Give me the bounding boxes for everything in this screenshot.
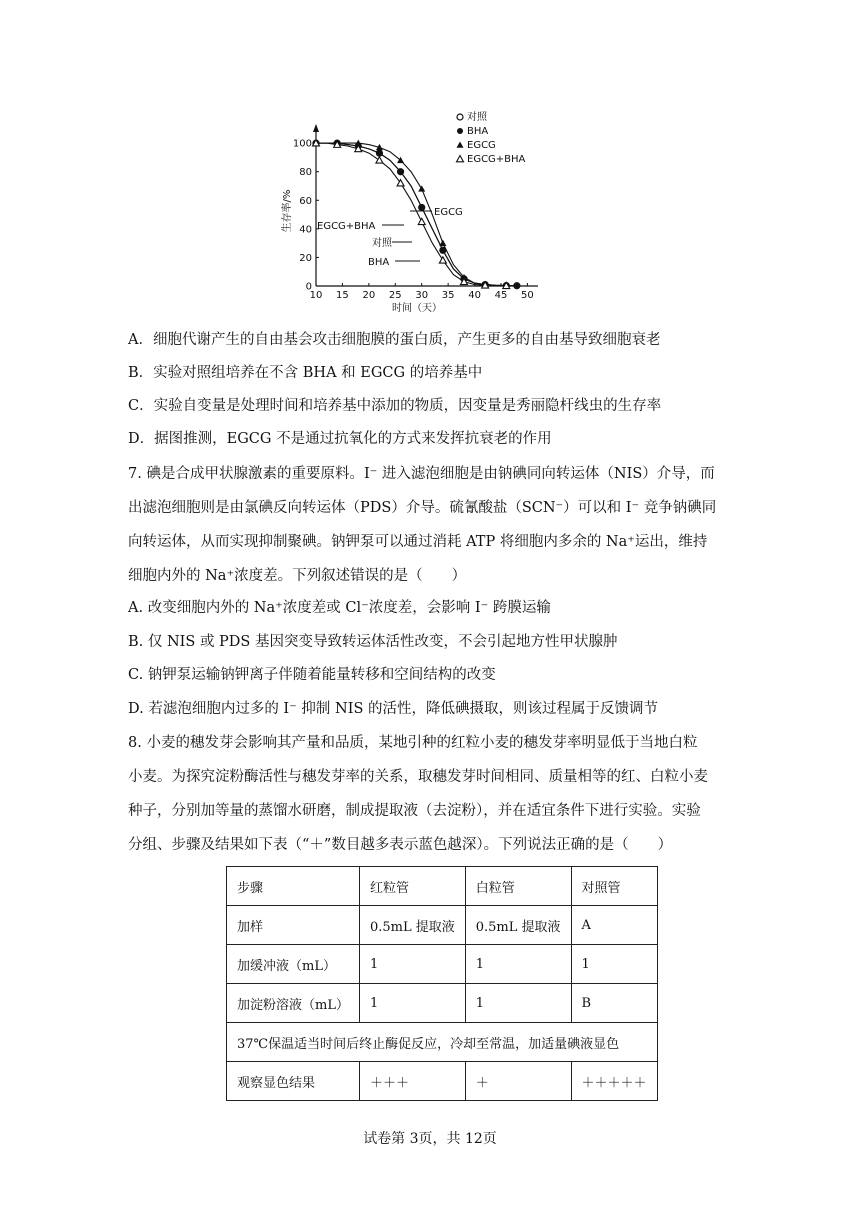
data-point <box>376 157 383 163</box>
data-point <box>418 218 425 224</box>
table-header-cell: 红粒管 <box>359 867 465 906</box>
x-axis-label: 时间（天） <box>392 303 442 314</box>
legend-label: EGCG+BHA <box>467 154 526 165</box>
legend-label: EGCG <box>467 140 496 151</box>
data-point <box>418 185 425 191</box>
table-row <box>227 1062 658 1101</box>
table-cell: 0.5mL 提取液 <box>359 906 465 945</box>
data-point <box>376 150 382 156</box>
q7-option-d: D. 若滤泡细胞内过多的 I⁻ 抑制 NIS 的活性，降低碘摄取，则该过程属于反馈调节 <box>128 701 658 717</box>
x-tick-label: 30 <box>415 290 429 301</box>
q8-stem-line: 8. 小麦的穗发芽会影响其产量和品质，某地引种的红粒小麦的穗发芽率明显低于当地白粒 <box>128 735 698 751</box>
q6-option-d: D．据图推测，EGCG 不是通过抗氧化的方式来发挥抗衰老的作用 <box>128 431 552 447</box>
table-cell: 1 <box>359 984 465 1023</box>
legend-label: 对照 <box>467 112 487 123</box>
y-tick-label: 60 <box>299 195 312 207</box>
data-point <box>457 128 463 134</box>
q7-stem-line: 向转运体，从而实现抑制聚碘。钠钾泵可以通过消耗 ATP 将细胞内多余的 Na⁺运出，维持 <box>128 534 708 550</box>
x-tick-label: 40 <box>468 290 481 301</box>
legend-label: BHA <box>467 126 489 137</box>
table-row <box>227 984 658 1023</box>
data-point <box>440 247 446 253</box>
y-tick-label: 20 <box>299 252 312 264</box>
data-point <box>514 283 520 289</box>
table-cell: 加缓冲液（mL） <box>227 945 360 984</box>
table-cell: ＋＋＋＋＋ <box>571 1062 657 1101</box>
data-point <box>457 156 464 162</box>
table-row <box>227 945 658 984</box>
q7-option-a: A. 改变细胞内外的 Na⁺浓度差或 Cl⁻浓度差，会影响 I⁻ 跨膜运输 <box>128 600 551 616</box>
q6-option-a: A．细胞代谢产生的自由基会攻击细胞膜的蛋白质，产生更多的自由基导致细胞衰老 <box>128 332 661 348</box>
table-header-cell: 步骤 <box>227 867 360 906</box>
x-tick-label: 15 <box>336 290 349 301</box>
x-tick-label: 45 <box>494 290 508 301</box>
table-cell: A <box>571 906 657 945</box>
data-point <box>457 142 464 148</box>
table-header-cell: 白粒管 <box>465 867 571 906</box>
data-point <box>398 169 404 175</box>
table-cell: 1 <box>571 945 657 984</box>
x-tick-label: 20 <box>362 290 376 301</box>
table-cell: ＋＋＋ <box>359 1062 465 1101</box>
table-cell: 加淀粉溶液（mL） <box>227 984 360 1023</box>
x-tick-label: 25 <box>388 290 402 301</box>
q8-stem-line: 种子，分别加等量的蒸馏水研磨，制成提取液（去淀粉），并在适宜条件下进行实验。实验 <box>128 803 701 819</box>
y-tick-label: 100 <box>292 138 312 150</box>
table-cell: 1 <box>465 945 571 984</box>
annotation-label: BHA <box>368 257 390 268</box>
x-tick-label: 10 <box>309 290 323 301</box>
y-tick-label: 0 <box>305 281 312 293</box>
survival-chart-svg <box>280 108 550 320</box>
table-cell: 1 <box>359 945 465 984</box>
data-point <box>439 257 446 263</box>
table-cell: 观察显色结果 <box>227 1062 360 1101</box>
q7-option-c: C. 钠钾泵运输钠钾离子伴随着能量转移和空间结构的改变 <box>128 667 496 683</box>
table-cell: ＋ <box>465 1062 571 1101</box>
q6-option-b: B．实验对照组培养在不含 BHA 和 EGCG 的培养基中 <box>128 365 483 381</box>
annotation-label: EGCG <box>434 207 463 218</box>
table-row <box>227 1023 658 1062</box>
x-tick-label: 35 <box>441 290 455 301</box>
y-tick-label: 80 <box>299 167 312 179</box>
data-point <box>419 204 425 210</box>
q7-option-b: B. 仅 NIS 或 PDS 基因突变导致转运体活性改变，不会引起地方性甲状腺肿 <box>128 634 618 650</box>
q7-stem-line: 出滤泡细胞则是由氯碘反向转运体（PDS）介导。硫氰酸盐（SCN⁻）可以和 I⁻ 竞争钠碘同 <box>128 500 717 516</box>
table-header-cell: 对照管 <box>571 867 657 906</box>
page-footer: 试卷第 3页，共 12页 <box>363 1131 497 1147</box>
survival-chart <box>280 108 550 320</box>
x-tick-label: 50 <box>521 290 534 301</box>
annotation-label: 对照 <box>372 238 392 249</box>
data-point <box>439 240 446 246</box>
table-merged-cell: 37℃保温适当时间后终止酶促反应，冷却至常温，加适量碘液显色 <box>227 1023 658 1062</box>
q7-stem-line: 细胞内外的 Na⁺浓度差。下列叙述错误的是（ ） <box>128 568 467 584</box>
q8-stem-line: 分组、步骤及结果如下表（“＋”数目越多表示蓝色越深）。下列说法正确的是（ ） <box>128 837 673 853</box>
data-point <box>457 114 463 120</box>
q8-stem-line: 小麦。为探究淀粉酶活性与穗发芽率的关系，取穗发芽时间相同、质量相等的红、白粒小麦 <box>128 769 708 785</box>
table-cell: 加样 <box>227 906 360 945</box>
q6-option-c: C．实验自变量是处理时间和培养基中添加的物质，因变量是秀丽隐杆线虫的生存率 <box>128 398 662 414</box>
table-cell: 1 <box>465 984 571 1023</box>
table-cell: B <box>571 984 657 1023</box>
y-axis-arrow <box>313 124 319 132</box>
table-row <box>227 906 658 945</box>
table-header-row <box>227 867 658 906</box>
experiment-table <box>226 866 658 1101</box>
q7-stem-line: 7. 碘是合成甲状腺激素的重要原料。I⁻ 进入滤泡细胞是由钠碘同向转运体（NIS）介导，而 <box>128 466 715 482</box>
y-axis-label: 生存率/% <box>282 189 293 233</box>
y-tick-label: 40 <box>299 224 312 236</box>
annotation-label: EGCG+BHA <box>317 221 376 232</box>
table-cell: 0.5mL 提取液 <box>465 906 571 945</box>
